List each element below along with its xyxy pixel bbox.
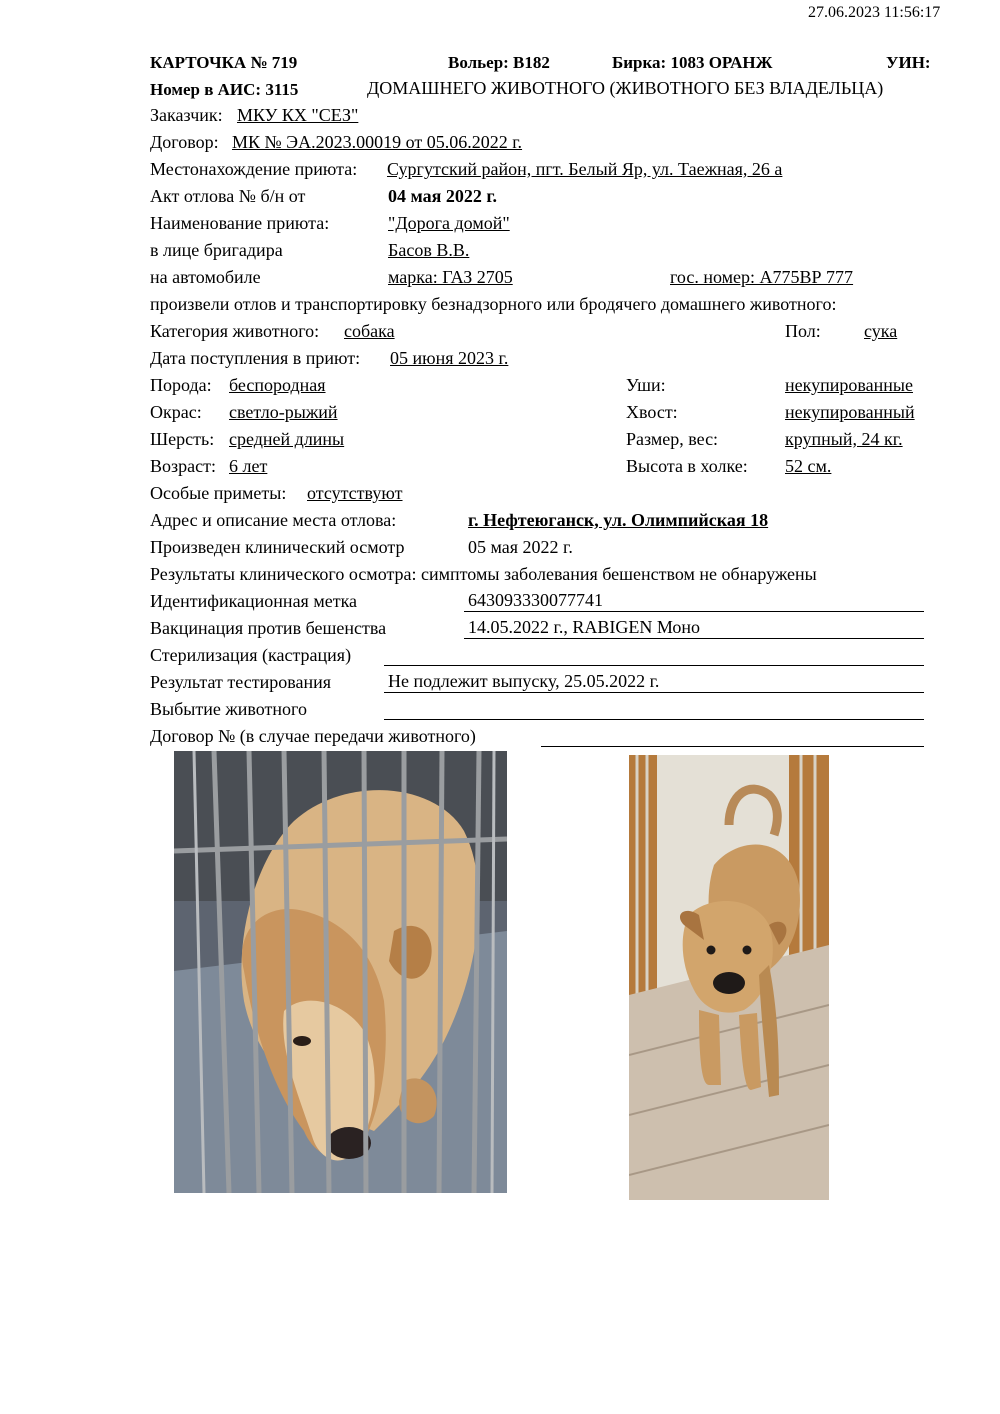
exam-label: Произведен клинический осмотр — [150, 537, 405, 557]
tag: Бирка: 1083 ОРАНЖ — [612, 53, 773, 72]
contract-value: МК № ЭА.2023.00019 от 05.06.2022 г. — [232, 132, 523, 152]
customer-label: Заказчик: — [150, 105, 223, 125]
test-underline — [384, 692, 924, 693]
color-label: Окрас: — [150, 402, 202, 422]
marks-value: отсутствуют — [307, 483, 403, 503]
test-label: Результат тестирования — [150, 672, 331, 692]
transfer-underline — [541, 746, 924, 747]
exam-value: 05 мая 2022 г. — [468, 537, 573, 557]
standing-dog-image — [629, 755, 829, 1200]
id-label: Идентификационная метка — [150, 591, 358, 611]
id-value: 643093330077741 — [468, 590, 603, 610]
dog-in-cage-image — [174, 751, 507, 1193]
capture-label: Адрес и описание места отлова: — [150, 510, 397, 530]
size-label: Размер, вес: — [626, 429, 719, 449]
vacc-value: 14.05.2022 г., RABIGEN Моно — [468, 617, 701, 637]
location-label: Местонахождение приюта: — [150, 159, 358, 179]
ais-number: Номер в АИС: 3115 — [150, 80, 299, 99]
card-title: ДОМАШНЕГО ЖИВОТНОГО (ЖИВОТНОГО БЕЗ ВЛАДЕЛЬЦА) — [367, 78, 884, 98]
sex-value: сука — [864, 321, 898, 341]
height-label: Высота в холке: — [626, 456, 748, 476]
sex-label: Пол: — [785, 321, 821, 341]
age-label: Возраст: — [150, 456, 216, 476]
uin: УИН: — [886, 53, 931, 72]
test-value: Не подлежит выпуску, 25.05.2022 г. — [388, 671, 660, 691]
location-value: Сургутский район, пгт. Белый Яр, ул. Таежная, 26 а — [387, 159, 783, 179]
capture-value: г. Нефтеюганск, ул. Олимпийская 18 — [468, 510, 769, 530]
act-label: Акт отлова № б/н от — [150, 186, 306, 206]
age-value: 6 лет — [229, 456, 268, 476]
exam-result: Результаты клинического осмотра: симптомы заболевания бешенством не обнаружены — [150, 564, 817, 584]
brigadier-value: Басов В.В. — [388, 240, 470, 260]
arrival-value: 05 июня 2023 г. — [390, 348, 509, 368]
height-value: 52 см. — [785, 456, 832, 476]
coat-value: средней длины — [229, 429, 345, 449]
customer-value: МКУ КХ "СЕЗ" — [237, 105, 359, 125]
shelter-value: "Дорога домой" — [388, 213, 510, 233]
shelter-label: Наименование приюта: — [150, 213, 330, 233]
brigadier-label: в лице бригадира — [150, 240, 283, 260]
breed-label: Порода: — [150, 375, 212, 395]
marks-label: Особые приметы: — [150, 483, 287, 503]
arrival-label: Дата поступления в приют: — [150, 348, 361, 368]
tail-label: Хвост: — [626, 402, 678, 422]
id-underline — [464, 611, 924, 612]
breed-value: беспородная — [229, 375, 326, 395]
size-value: крупный, 24 кг. — [785, 429, 903, 449]
enclosure: Вольер: В182 — [448, 53, 550, 72]
steril-label: Стерилизация (кастрация) — [150, 645, 352, 665]
car-value: марка: ГАЗ 2705 — [388, 267, 513, 287]
ears-label: Уши: — [626, 375, 666, 395]
transfer-label: Договор № (в случае передачи животного) — [150, 726, 476, 746]
card-number: КАРТОЧКА № 719 — [150, 53, 298, 72]
timestamp: 27.06.2023 11:56:17 — [808, 4, 941, 21]
vacc-underline — [464, 638, 924, 639]
ears-value: некупированные — [785, 375, 913, 395]
tail-value: некупированный — [785, 402, 915, 422]
category-value: собака — [344, 321, 395, 341]
act-value: 04 мая 2022 г. — [388, 186, 498, 206]
steril-underline — [384, 665, 924, 666]
exit-label: Выбытие животного — [150, 699, 307, 719]
car-label: на автомобиле — [150, 267, 261, 287]
dog-photo-standing — [629, 755, 829, 1200]
vacc-label: Вакцинация против бешенства — [150, 618, 387, 638]
dog-photo-cage — [174, 751, 507, 1193]
plate-value: гос. номер: А775ВР 777 — [670, 267, 854, 287]
coat-label: Шерсть: — [150, 429, 215, 449]
category-label: Категория животного: — [150, 321, 320, 341]
statement: произвели отлов и транспортировку безнадзорного или бродячего домашнего животного: — [150, 294, 837, 314]
exit-underline — [384, 719, 924, 720]
contract-label: Договор: — [150, 132, 219, 152]
color-value: светло-рыжий — [229, 402, 338, 422]
